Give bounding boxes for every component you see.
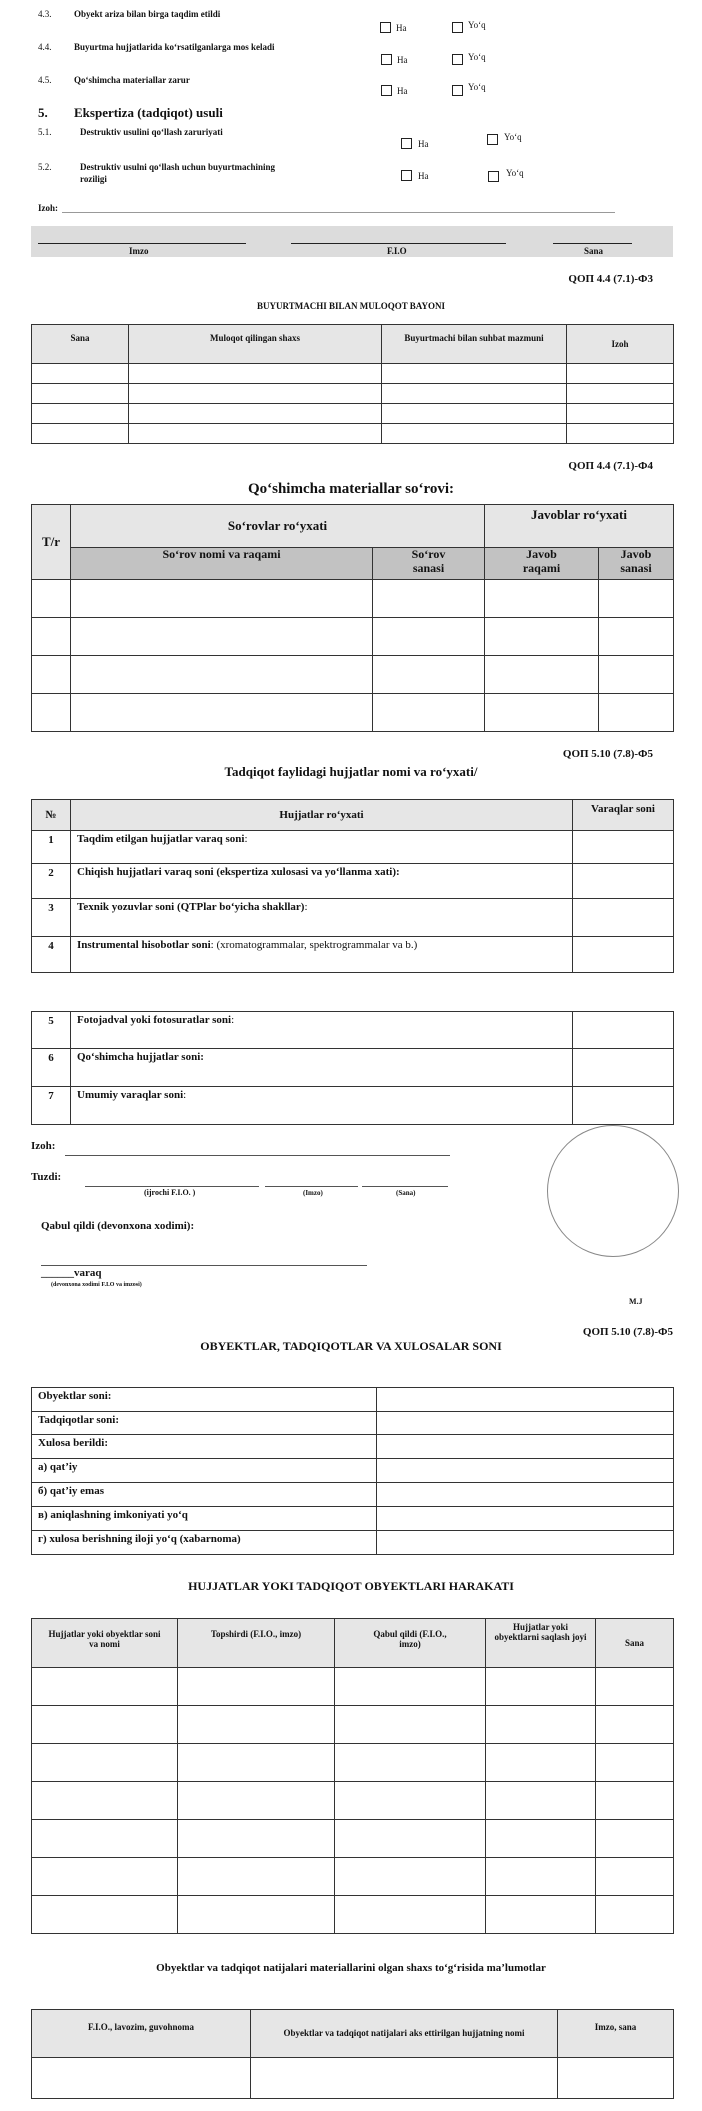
table-row — [32, 364, 674, 384]
item-label: Buyurtma hujjatlarida ko‘rsatilganlarga mos keladi — [74, 42, 275, 52]
materials-request-table — [31, 504, 674, 732]
table-row — [32, 694, 674, 732]
table-row — [32, 1858, 674, 1896]
column-header: Javob sanasi — [599, 548, 674, 580]
row-label: в) aniqlashning imkoniyati yo‘q — [32, 1507, 377, 1531]
row-number: 4 — [32, 937, 71, 973]
table-row — [32, 937, 674, 973]
form-code: QОП 5.10 (7.8)-Ф5 — [562, 748, 653, 760]
form-code: QОП 5.10 (7.8)-Ф5 — [582, 1326, 673, 1338]
row-label: Texnik yozuvlar soni (QTPlar bo‘yicha shakllar) — [77, 901, 305, 913]
fio-line[interactable] — [291, 243, 506, 244]
empty-cell[interactable] — [251, 2058, 558, 2099]
row-label-rest: : — [304, 901, 308, 913]
item-number: 5.2. — [38, 162, 52, 172]
checkbox-yes[interactable] — [380, 22, 391, 33]
date-line[interactable] — [362, 1186, 448, 1187]
empty-cell[interactable] — [486, 1744, 596, 1782]
empty-cell[interactable] — [178, 1782, 335, 1820]
form-title: HUJJATLAR YOKI TADQIQOT OBYEKTLARI HARAKATI — [188, 1579, 514, 1593]
item-label: Destruktiv usulini qo‘llash zaruriyati — [80, 127, 223, 137]
table-row — [32, 618, 674, 656]
empty-cell[interactable] — [32, 404, 129, 424]
table-row — [32, 1820, 674, 1858]
empty-cell[interactable] — [129, 384, 382, 404]
empty-cell[interactable] — [178, 1820, 335, 1858]
no-label: Yo‘q — [468, 82, 486, 92]
no-label: Yo‘q — [468, 52, 486, 62]
clerk-caption: (devonxona xodimi F.I.O va imzosi) — [51, 1282, 142, 1288]
empty-cell[interactable] — [599, 580, 674, 618]
empty-cell[interactable] — [335, 1820, 486, 1858]
empty-cell[interactable] — [486, 1896, 596, 1934]
empty-cell[interactable] — [596, 1858, 674, 1896]
note-line[interactable] — [62, 212, 615, 213]
column-header: F.I.O., lavozim, guvohnoma — [32, 2010, 251, 2058]
note-label: Izoh: — [31, 1140, 56, 1152]
table-row — [32, 424, 674, 444]
empty-cell[interactable] — [335, 1706, 486, 1744]
empty-cell[interactable] — [129, 424, 382, 444]
table-row — [32, 899, 674, 937]
empty-cell[interactable] — [486, 1668, 596, 1706]
empty-cell[interactable] — [71, 694, 373, 732]
sheets-cell[interactable] — [573, 864, 674, 899]
empty-cell[interactable] — [129, 364, 382, 384]
value-cell[interactable] — [377, 1459, 674, 1483]
empty-cell[interactable] — [71, 656, 373, 694]
column-header: Hujjatlar yoki obyektlarni saqlash joyi — [486, 1619, 596, 1668]
checkbox-no[interactable] — [487, 134, 498, 145]
item-label: Qo‘shimcha materiallar zarur — [74, 75, 190, 85]
column-header: Imzo, sana — [558, 2010, 674, 2058]
empty-cell[interactable] — [486, 1820, 596, 1858]
yes-label: Ha — [418, 139, 429, 149]
row-label: Instrumental hisobotlar soni — [77, 939, 211, 951]
form-title: OBYEKTLAR, TADQIQOTLAR VA XULOSALAR SONI — [200, 1339, 502, 1353]
empty-cell[interactable] — [32, 656, 71, 694]
date-line[interactable] — [553, 243, 632, 244]
empty-cell[interactable] — [32, 384, 129, 404]
row-label: Umumiy varaqlar soni — [77, 1089, 184, 1101]
row-label-rest: : — [183, 1089, 187, 1101]
column-header: Muloqot qilingan shaxs — [129, 325, 382, 364]
table-row — [32, 404, 674, 424]
empty-cell[interactable] — [335, 1858, 486, 1896]
column-header: So‘rov sanasi — [373, 548, 485, 580]
empty-cell[interactable] — [485, 656, 599, 694]
value-cell[interactable] — [377, 1531, 674, 1555]
sheets-cell[interactable] — [573, 831, 674, 864]
column-header: Qabul qildi (F.I.O., imzo) — [335, 1619, 486, 1668]
accepted-by-label: Qabul qildi (devonxona xodimi): — [41, 1220, 195, 1232]
table-row — [32, 1531, 674, 1555]
empty-cell[interactable] — [485, 694, 599, 732]
empty-cell[interactable] — [486, 1706, 596, 1744]
row-label: Chiqish hujjatlari varaq soni (ekspertiza xulosasi va yo‘llanma xati): — [77, 866, 400, 878]
stamp-label: M.J — [629, 1297, 643, 1306]
form-code: QОП 4.4 (7.1)-Ф3 — [568, 273, 653, 285]
sheets-cell[interactable] — [573, 1012, 674, 1049]
table-row — [32, 656, 674, 694]
value-cell[interactable] — [377, 1483, 674, 1507]
table-row — [32, 1049, 674, 1087]
empty-cell[interactable] — [335, 1668, 486, 1706]
row-label: а) qat’iy — [32, 1459, 377, 1483]
row-label: Qo‘shimcha hujjatlar soni: — [77, 1051, 204, 1063]
table-row — [32, 864, 674, 899]
row-number: 2 — [32, 864, 71, 899]
empty-cell[interactable] — [382, 364, 567, 384]
signature-line[interactable] — [265, 1186, 358, 1187]
empty-cell[interactable] — [599, 618, 674, 656]
value-cell[interactable] — [377, 1507, 674, 1531]
empty-cell[interactable] — [373, 656, 485, 694]
table-row — [32, 1435, 674, 1459]
table-row — [32, 1744, 674, 1782]
empty-cell[interactable] — [486, 1858, 596, 1896]
empty-cell[interactable] — [32, 424, 129, 444]
table-row — [32, 1507, 674, 1531]
table-row — [32, 1412, 674, 1435]
no-label: Yo‘q — [468, 20, 486, 30]
table-row — [32, 831, 674, 864]
empty-cell[interactable] — [178, 1744, 335, 1782]
row-label: Obyektlar soni: — [32, 1388, 377, 1412]
column-header: Izoh — [567, 325, 674, 364]
empty-cell[interactable] — [335, 1744, 486, 1782]
column-group-requests: So‘rovlar ro‘yxati — [71, 505, 485, 548]
column-header: Hujjatlar ro‘yxati — [71, 800, 573, 831]
empty-cell[interactable] — [32, 1744, 178, 1782]
documents-list-table-b — [31, 1011, 674, 1125]
empty-cell[interactable] — [178, 1668, 335, 1706]
empty-cell[interactable] — [485, 618, 599, 656]
table-row — [32, 1087, 674, 1125]
value-cell[interactable] — [377, 1435, 674, 1459]
executor-caption: (ijrochi F.I.O. ) — [144, 1188, 196, 1197]
form-title: Qo‘shimcha materiallar so‘rovi: — [247, 481, 455, 497]
checkbox-yes[interactable] — [381, 54, 392, 65]
column-header: Topshirdi (F.I.O., imzo) — [178, 1619, 335, 1668]
column-header-number: T/r — [32, 505, 71, 580]
row-number: 7 — [32, 1087, 71, 1125]
table-row — [32, 580, 674, 618]
checkbox-no[interactable] — [452, 22, 463, 33]
row-label: Taqdim etilgan hujjatlar varaq soni — [77, 833, 245, 845]
column-header: Buyurtmachi bilan suhbat mazmuni — [382, 325, 567, 364]
checkbox-no[interactable] — [452, 85, 463, 96]
item-label-cont: roziligi — [80, 174, 107, 184]
signature-caption: Imzo — [129, 246, 149, 256]
table-row — [32, 384, 674, 404]
row-label: Fotojadval yoki fotosuratlar soni — [77, 1014, 232, 1026]
column-header: Hujjatlar yoki obyektlar soni va nomi — [32, 1619, 178, 1668]
empty-cell[interactable] — [567, 404, 674, 424]
checkbox-yes[interactable] — [401, 138, 412, 149]
empty-cell[interactable] — [32, 580, 71, 618]
section-title: Ekspertiza (tadqiqot) usuli — [74, 105, 223, 120]
column-header: Sana — [32, 325, 129, 364]
table-row — [32, 1782, 674, 1820]
empty-cell[interactable] — [596, 1896, 674, 1934]
form-title: BUYURTMACHI BILAN MULOQOT BAYONI — [257, 301, 445, 311]
empty-cell[interactable] — [32, 1782, 178, 1820]
empty-cell[interactable] — [596, 1782, 674, 1820]
item-label: Obyekt ariza bilan birga taqdim etildi — [74, 9, 221, 19]
empty-cell[interactable] — [599, 656, 674, 694]
movement-table — [31, 1618, 674, 1934]
checkbox-no[interactable] — [488, 171, 499, 182]
empty-cell[interactable] — [32, 1706, 178, 1744]
yes-label: Ha — [396, 23, 407, 33]
item-number: 5.1. — [38, 127, 52, 137]
empty-cell[interactable] — [373, 580, 485, 618]
empty-cell[interactable] — [382, 424, 567, 444]
row-label: г) xulosa berishning iloji yo‘q (xabarnoma) — [32, 1531, 377, 1555]
table-row — [32, 1459, 674, 1483]
table-row — [32, 1483, 674, 1507]
clerk-line[interactable] — [41, 1265, 367, 1266]
empty-cell[interactable] — [71, 580, 373, 618]
checkbox-yes[interactable] — [381, 85, 392, 96]
item-label: Destruktiv usulni qo‘llash uchun buyurtmachining — [80, 162, 276, 172]
empty-cell[interactable] — [32, 1820, 178, 1858]
row-number: 3 — [32, 899, 71, 937]
signature-band — [31, 226, 673, 257]
fio-caption: F.I.O — [387, 246, 407, 256]
row-label-rest: : (xromatogrammalar, spektrogrammalar va b.) — [210, 939, 418, 951]
empty-cell[interactable] — [596, 1706, 674, 1744]
section-number: 5. — [38, 105, 48, 120]
date-caption: (Sana) — [396, 1189, 416, 1197]
empty-cell[interactable] — [596, 1744, 674, 1782]
yes-label: Ha — [397, 86, 408, 96]
item-number: 4.4. — [38, 42, 52, 52]
documents-list-table-a — [31, 799, 674, 973]
item-number: 4.5. — [38, 75, 52, 85]
checkbox-no[interactable] — [452, 54, 463, 65]
form-title: Tadqiqot faylidagi hujjatlar nomi va ro‘yxati/ — [224, 764, 478, 779]
sheets-count: ______varaq — [41, 1267, 102, 1279]
row-number: 5 — [32, 1012, 71, 1049]
empty-cell[interactable] — [567, 364, 674, 384]
note-line[interactable] — [65, 1155, 450, 1156]
empty-cell[interactable] — [558, 2058, 674, 2099]
empty-cell[interactable] — [178, 1896, 335, 1934]
empty-cell[interactable] — [373, 618, 485, 656]
row-label-rest: : — [231, 1014, 235, 1026]
column-header: Sana — [596, 1619, 674, 1668]
empty-cell[interactable] — [178, 1706, 335, 1744]
empty-cell[interactable] — [596, 1668, 674, 1706]
empty-cell[interactable] — [335, 1782, 486, 1820]
signature-line[interactable] — [38, 243, 246, 244]
column-header: So‘rov nomi va raqami — [71, 548, 373, 580]
sheets-cell[interactable] — [573, 899, 674, 937]
empty-cell[interactable] — [567, 384, 674, 404]
form-code: QОП 4.4 (7.1)-Ф4 — [568, 460, 653, 472]
empty-cell[interactable] — [32, 618, 71, 656]
empty-cell[interactable] — [71, 618, 373, 656]
empty-cell[interactable] — [373, 694, 485, 732]
signature-caption: (Imzo) — [303, 1189, 323, 1197]
checkbox-yes[interactable] — [401, 170, 412, 181]
compiled-by-label: Tuzdi: — [31, 1171, 62, 1183]
value-cell[interactable] — [377, 1412, 674, 1435]
note-label: Izoh: — [38, 203, 58, 213]
empty-cell[interactable] — [32, 2058, 251, 2099]
table-row — [32, 1668, 674, 1706]
recipient-table — [31, 2009, 674, 2099]
stamp-circle — [547, 1125, 679, 1257]
yes-label: Ha — [397, 55, 408, 65]
row-label-rest: : — [244, 833, 248, 845]
column-header: Obyektlar va tadqiqot natijalari aks ettirilgan hujjatning nomi — [251, 2010, 558, 2058]
communication-table — [31, 324, 674, 444]
value-cell[interactable] — [377, 1388, 674, 1412]
column-header: Javob raqami — [485, 548, 599, 580]
empty-cell[interactable] — [32, 364, 129, 384]
empty-cell[interactable] — [486, 1782, 596, 1820]
form-title: Obyektlar va tadqiqot natijalari materiallarini olgan shaxs to‘g‘risida ma’lumotlar — [156, 1962, 546, 1974]
date-caption: Sana — [584, 246, 604, 256]
table-row — [32, 1706, 674, 1744]
column-header: № — [32, 800, 71, 831]
row-label: б) qat’iy emas — [32, 1483, 377, 1507]
empty-cell[interactable] — [596, 1820, 674, 1858]
empty-cell[interactable] — [335, 1896, 486, 1934]
sheets-cell[interactable] — [573, 937, 674, 973]
row-label: Tadqiqotlar soni: — [32, 1412, 377, 1435]
column-header: Varaqlar soni — [573, 800, 674, 831]
no-label: Yo‘q — [504, 132, 522, 142]
empty-cell[interactable] — [382, 404, 567, 424]
empty-cell[interactable] — [382, 384, 567, 404]
table-row — [32, 1896, 674, 1934]
executor-line[interactable] — [85, 1186, 259, 1187]
empty-cell[interactable] — [599, 694, 674, 732]
empty-cell[interactable] — [32, 1858, 178, 1896]
empty-cell[interactable] — [178, 1858, 335, 1896]
row-label: Xulosa berildi: — [32, 1435, 377, 1459]
empty-cell[interactable] — [32, 694, 71, 732]
row-number: 6 — [32, 1049, 71, 1087]
table-row — [32, 1012, 674, 1049]
empty-cell[interactable] — [485, 580, 599, 618]
row-number: 1 — [32, 831, 71, 864]
no-label: Yo‘q — [506, 168, 524, 178]
empty-cell[interactable] — [32, 1668, 178, 1706]
item-number: 4.3. — [38, 9, 52, 19]
empty-cell[interactable] — [129, 404, 382, 424]
table-row — [32, 1388, 674, 1412]
objects-conclusions-table — [31, 1387, 674, 1555]
column-group-answers: Javoblar ro‘yxati — [485, 505, 674, 548]
empty-cell[interactable] — [32, 1896, 178, 1934]
empty-cell[interactable] — [567, 424, 674, 444]
yes-label: Ha — [418, 171, 429, 181]
sheets-cell[interactable] — [573, 1087, 674, 1125]
sheets-cell[interactable] — [573, 1049, 674, 1087]
table-row — [32, 2058, 674, 2099]
